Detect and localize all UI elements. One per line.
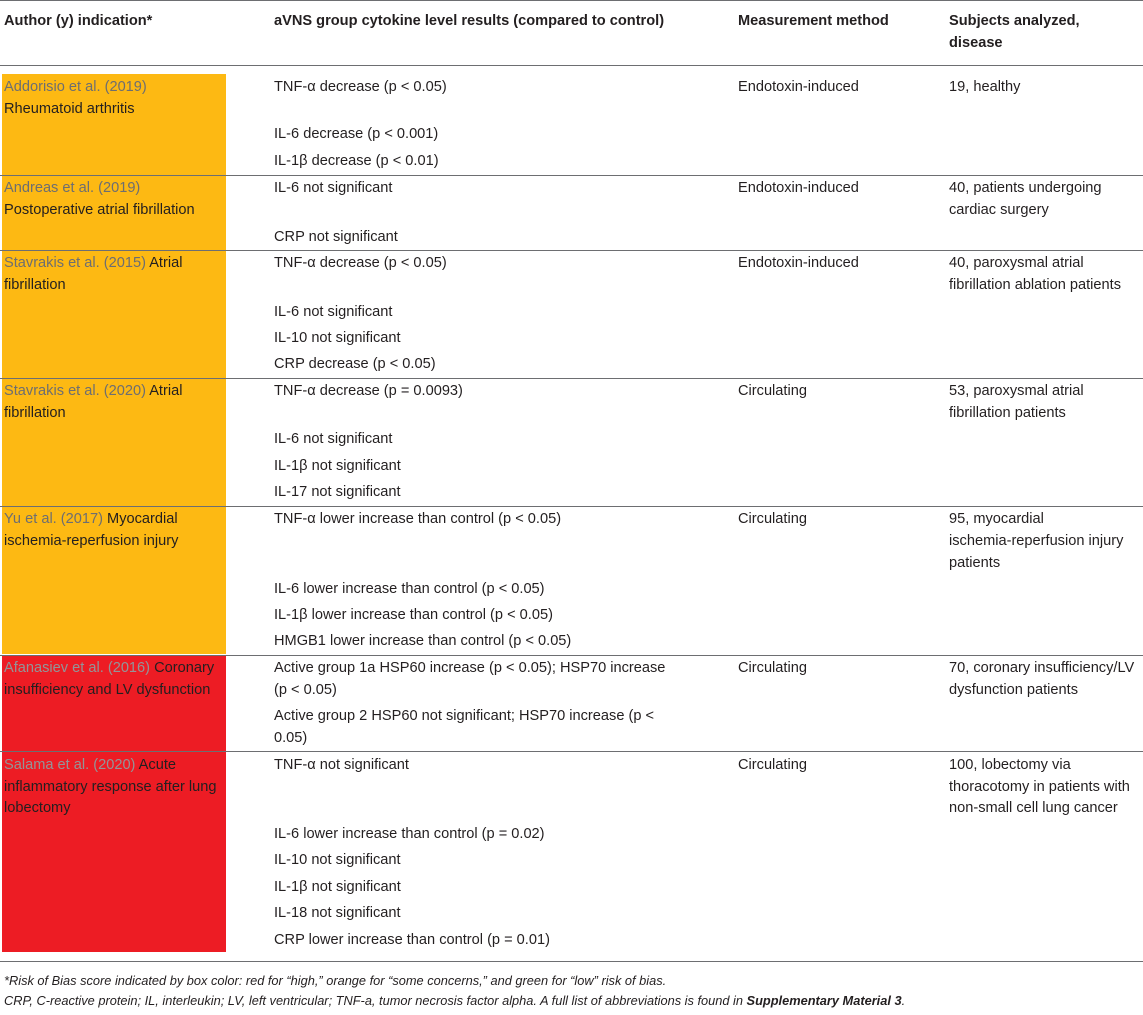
header-rule <box>0 65 1143 66</box>
subjects-row3-2: fibrillation ablation patients <box>949 277 1121 293</box>
header-results: aVNS group cytokine level results (compared to control) <box>274 13 665 29</box>
author-indication-stavrakis-2020 <box>4 381 182 403</box>
subjects-row3-1: 40, paroxysmal atrial <box>949 255 1084 271</box>
result-row3-1: TNF-α decrease (p < 0.05) <box>274 255 447 271</box>
table-top-rule <box>0 0 1143 1</box>
result-row7-5: IL-18 not significant <box>274 905 401 921</box>
result-row6-1: Active group 1a HSP60 increase (p < 0.05); HSP70 increase <box>274 660 666 676</box>
result-row5-3: IL-1β lower increase than control (p < 0.05) <box>274 607 553 623</box>
subjects-row5-2: ischemia-reperfusion injury <box>949 533 1124 549</box>
result-row3-4: CRP decrease (p < 0.05) <box>274 356 436 372</box>
subjects-row7-1: 100, lobectomy via <box>949 757 1071 773</box>
subjects-row2-1: 40, patients undergoing <box>949 180 1102 196</box>
subjects-row6-2: dysfunction patients <box>949 682 1078 698</box>
footnote-abbreviations <box>4 991 905 1010</box>
author-indication-salama <box>4 755 176 777</box>
table-bottom-rule <box>0 961 1143 962</box>
row-rule <box>0 506 1143 507</box>
result-row6-4: 0.05) <box>274 730 308 746</box>
subjects-row1: 19, healthy <box>949 79 1021 95</box>
method-row6: Circulating <box>738 660 807 676</box>
result-row7-6: CRP lower increase than control (p = 0.01) <box>274 932 550 948</box>
header-method: Measurement method <box>738 13 889 29</box>
result-row7-4: IL-1β not significant <box>274 879 401 895</box>
method-row1: Endotoxin-induced <box>738 79 859 95</box>
indication-row3-line1: Atrial <box>149 255 183 271</box>
result-row2-1: IL-6 not significant <box>274 180 393 196</box>
indication-rheumatoid: Rheumatoid arthritis <box>4 101 135 117</box>
method-row3: Endotoxin-induced <box>738 255 859 271</box>
author-andreas: Andreas et al. (2019) <box>4 180 141 196</box>
row-rule <box>0 250 1143 251</box>
result-row1-3: IL-1β decrease (p < 0.01) <box>274 153 439 169</box>
footnote-risk-of-bias: *Risk of Bias score indicated by box color: red for “high,” orange for “some concerns,” and green for “low” risk of bias. <box>4 973 667 988</box>
row-rule <box>0 655 1143 656</box>
result-row4-3: IL-1β not significant <box>274 458 401 474</box>
row-rule <box>0 378 1143 379</box>
indication-row6-line2: insufficiency and LV dysfunction <box>4 682 211 698</box>
result-row7-3: IL-10 not significant <box>274 852 401 868</box>
author-indication-yu <box>4 509 178 531</box>
subjects-row4-2: fibrillation patients <box>949 405 1066 421</box>
indication-row7-line3: lobectomy <box>4 800 71 816</box>
header-author: Author (y) indication* <box>4 13 153 29</box>
row-rule <box>0 175 1143 176</box>
risk-box-some-concerns <box>2 74 226 654</box>
indication-row5-line2: ischemia-reperfusion injury <box>4 533 179 549</box>
result-row4-1: TNF-α decrease (p = 0.0093) <box>274 383 463 399</box>
author-addorisio: Addorisio et al. (2019) <box>4 79 147 95</box>
footnote-abbrev-text: CRP, C-reactive protein; IL, interleukin; LV, left ventricular; TNF-a, tumor necrosis factor alpha. A full list of abbreviations is found in <box>4 993 747 1008</box>
result-row2-2: CRP not significant <box>274 229 398 245</box>
result-row1-2: IL-6 decrease (p < 0.001) <box>274 126 439 142</box>
author-indication-stavrakis-2015 <box>4 253 182 275</box>
row-rule <box>0 751 1143 752</box>
subjects-row5-3: patients <box>949 555 1001 571</box>
indication-row3-line2: fibrillation <box>4 277 66 293</box>
author-salama: Salama et al. (2020) <box>4 757 136 773</box>
indication-row4-line2: fibrillation <box>4 405 66 421</box>
supplementary-material-link[interactable]: Supplementary Material 3 <box>746 993 902 1008</box>
result-row5-4: HMGB1 lower increase than control (p < 0.05) <box>274 633 572 649</box>
author-stavrakis-2020: Stavrakis et al. (2020) <box>4 383 146 399</box>
subjects-row6-1: 70, coronary insufficiency/LV <box>949 660 1135 676</box>
result-row7-1: TNF-α not significant <box>274 757 409 773</box>
header-subjects-line2: disease <box>949 35 1003 51</box>
author-indication-afanasiev <box>4 658 214 680</box>
result-row3-2: IL-6 not significant <box>274 304 393 320</box>
subjects-row7-3: non-small cell lung cancer <box>949 800 1118 816</box>
result-row5-2: IL-6 lower increase than control (p < 0.05) <box>274 581 545 597</box>
result-row6-3: Active group 2 HSP60 not significant; HSP70 increase (p < <box>274 708 655 724</box>
indication-row4-line1: Atrial <box>149 383 183 399</box>
subjects-row7-2: thoracotomy in patients with <box>949 779 1130 795</box>
subjects-row5-1: 95, myocardial <box>949 511 1044 527</box>
method-row4: Circulating <box>738 383 807 399</box>
author-afanasiev: Afanasiev et al. (2016) <box>4 660 151 676</box>
indication-postop-af: Postoperative atrial fibrillation <box>4 202 195 218</box>
result-row1-1: TNF-α decrease (p < 0.05) <box>274 79 447 95</box>
result-row5-1: TNF-α lower increase than control (p < 0.05) <box>274 511 562 527</box>
result-row4-2: IL-6 not significant <box>274 431 393 447</box>
subjects-row4-1: 53, paroxysmal atrial <box>949 383 1084 399</box>
indication-row5-line1: Myocardial <box>107 511 178 527</box>
author-stavrakis-2015: Stavrakis et al. (2015) <box>4 255 146 271</box>
method-row7: Circulating <box>738 757 807 773</box>
indication-row6-line1: Coronary <box>154 660 215 676</box>
subjects-row2-2: cardiac surgery <box>949 202 1049 218</box>
result-row6-2: (p < 0.05) <box>274 682 337 698</box>
indication-row7-line1: Acute <box>138 757 176 773</box>
header-subjects-line1: Subjects analyzed, <box>949 13 1080 29</box>
result-row7-2: IL-6 lower increase than control (p = 0.02) <box>274 826 545 842</box>
result-row4-4: IL-17 not significant <box>274 484 401 500</box>
method-row2: Endotoxin-induced <box>738 180 859 196</box>
result-row3-3: IL-10 not significant <box>274 330 401 346</box>
footnote-abbrev-end: . <box>901 993 906 1008</box>
author-yu: Yu et al. (2017) <box>4 511 103 527</box>
method-row5: Circulating <box>738 511 807 527</box>
indication-row7-line2: inflammatory response after lung <box>4 779 217 795</box>
